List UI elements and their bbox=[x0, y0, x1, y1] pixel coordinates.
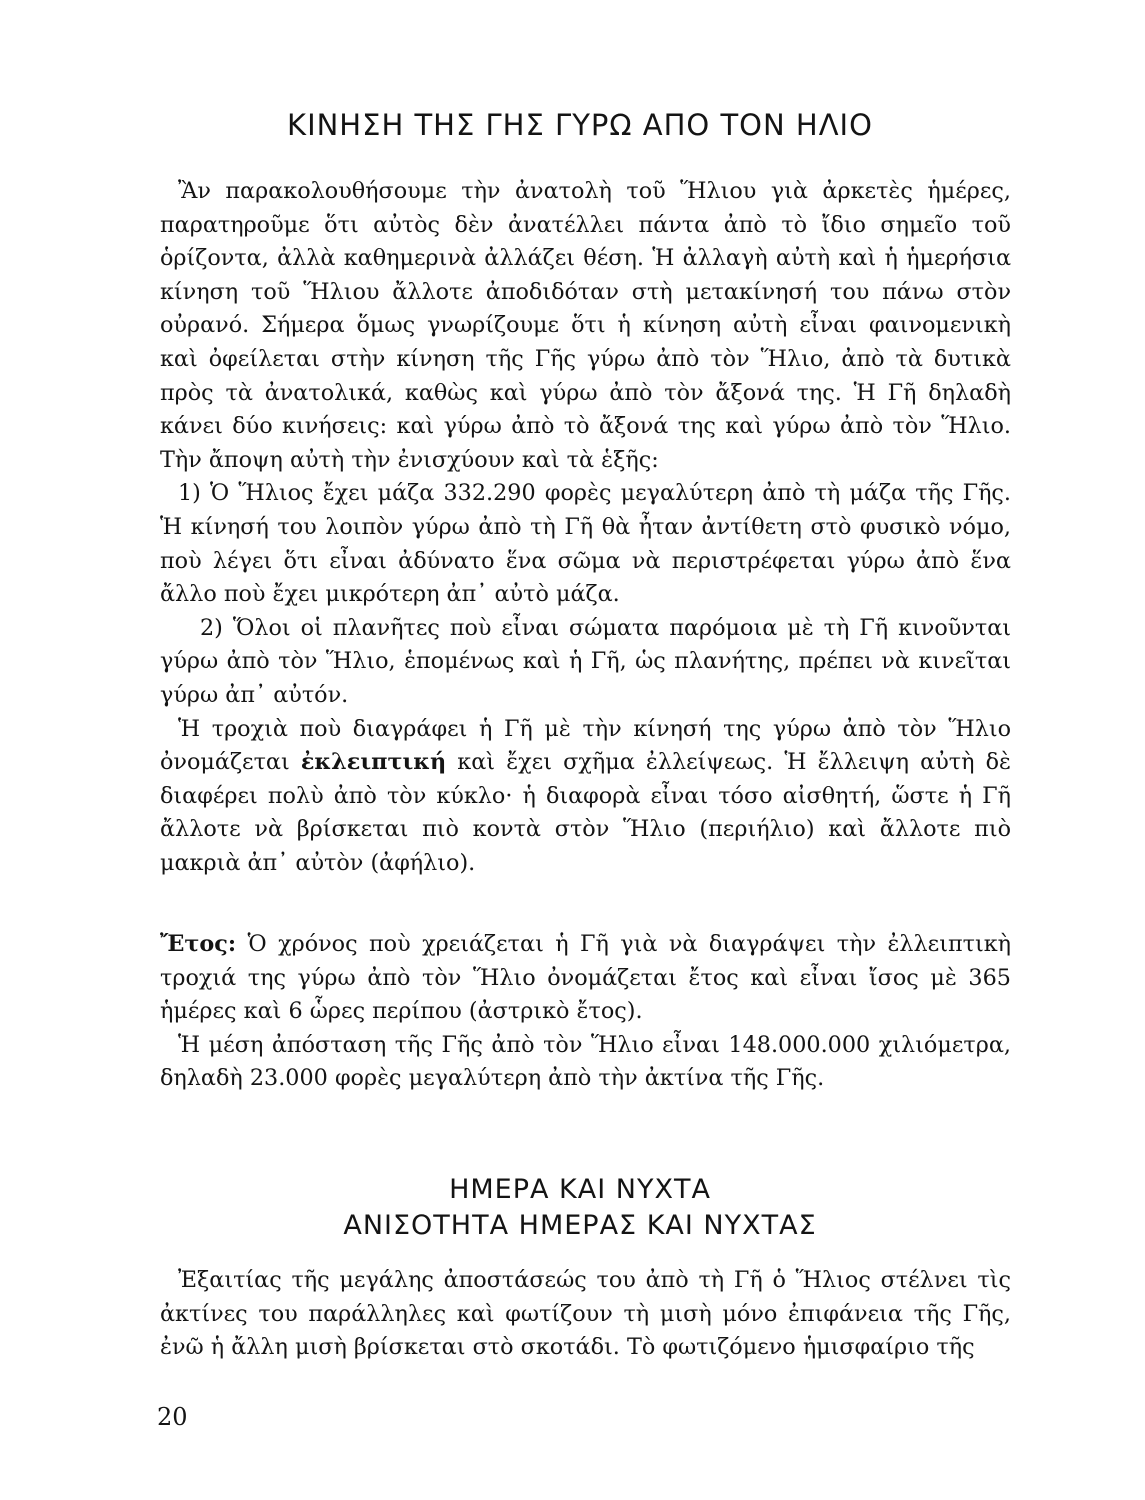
ecliptic-text-b: καὶ ἔχει σχῆμα ἐλλείψεως. Ἡ ἔλλειψη αὐτὴ δὲ διαφέρει πολὺ ἀπὸ τὸν κύκλο· ἡ διαφορὰ εἶναι τόσο αἰσθητή, ὥστε ἡ Γῆ ἄλλοτε νὰ βρίσκεται πιὸ κοντὰ στὸν Ἥλιο (περιήλιο) καὶ ἄλλοτε πιὸ μακριὰ ἀπ᾿ αὐτὸν (ἀφήλιο). bbox=[160, 749, 1011, 876]
section-title-line-1: ΗΜΕΡΑ ΚΑΙ ΝΥΧΤΑ bbox=[449, 1174, 711, 1205]
year-text: Ὁ χρόνος ποὺ χρειάζεται ἡ Γῆ γιὰ νὰ διαγράψει τὴν ἐλλειπτικὴ τροχιά της γύρω ἀπὸ τὸν Ἥλιο ὀνομάζεται ἔτος καὶ εἶναι ἴσος μὲ 365 ἡμέρες καὶ 6 ὧρες περίπου (ἀστρικὸ ἔτος). bbox=[160, 931, 1011, 1025]
paragraph-distance: Ἡ μέση ἀπόσταση τῆς Γῆς ἀπὸ τὸν Ἥλιο εἶναι 148.000.000 χιλιόμετρα, δηλαδὴ 23.000 φορὲς μεγαλύτερη ἀπὸ τὴν ἀκτίνα τῆς Γῆς. bbox=[160, 1031, 1011, 1092]
section-earth-motion-body bbox=[160, 175, 1011, 880]
section-title-earth-motion: ΚΙΝΗΣΗ ΤΗΣ ΓΗΣ ΓΥΡΩ ΑΠΟ ΤΟΝ ΗΛΙΟ bbox=[287, 108, 873, 142]
ecliptic-term: ἐκλειπτική bbox=[300, 749, 447, 776]
paragraph-year bbox=[160, 928, 1011, 1029]
paragraph-point-1: 1) Ὁ Ἥλιος ἔχει μάζα 332.290 φορὲς μεγαλύτερη ἀπὸ τὴ μάζα τῆς Γῆς. Ἡ κίνησή του λοιπὸν γύρω ἀπὸ τὴ Γῆ θὰ ἦταν ἀντίθετη στὸ φυσικὸ νόμο, ποὺ λέγει ὅτι εἶναι ἀδύνατο ἕνα σῶμα νὰ περιστρέφεται γύρω ἀπὸ ἕνα ἄλλο ποὺ ἔχει μικρότερη ἀπ᾿ αὐτὸ μάζα. bbox=[160, 480, 1011, 608]
paragraph-intro: Ἂν παρακολουθήσουμε τὴν ἀνατολὴ τοῦ Ἥλιου γιὰ ἀρκετὲς ἡμέρες, παρατηροῦμε ὅτι αὐτὸς δὲν ἀνατέλλει πάντα ἀπὸ τὸ ἴδιο σημεῖο τοῦ ὁρίζοντα, ἀλλὰ καθημερινὰ ἀλλάζει θέση. Ἡ ἀλλαγὴ αὐτὴ καὶ ἡ ἡμερήσια κίνηση τοῦ Ἥλιου ἄλλοτε ἀποδιδόταν στὴ μετακίνησή του πάνω στὸν οὐρανό. Σήμερα ὅμως γνωρίζουμε ὅτι ἡ κίνηση αὐτὴ εἶναι φαινομενικὴ καὶ ὀφείλεται στὴν κίνηση τῆς Γῆς γύρω ἀπὸ τὸν Ἥλιο, ἀπὸ τὰ δυτικὰ πρὸς τὰ ἀνατολικά, καθὼς καὶ γύρω ἀπὸ τὸν ἄξονά της. Ἡ Γῆ δηλαδὴ κάνει δύο κινήσεις: καὶ γύρω ἀπὸ τὸ ἄξονά της καὶ γύρω ἀπὸ τὸν Ἥλιο. Τὴν ἄποψη αὐτὴ τὴν ἐνισχύουν καὶ τὰ ἑξῆς: bbox=[160, 178, 1011, 473]
ecliptic-text-a: Ἡ τροχιὰ ποὺ διαγράφει ἡ Γῆ μὲ τὴν κίνησή της γύρω ἀπὸ τὸν Ἥλιο ὀνομάζεται bbox=[160, 715, 1011, 776]
paragraph-ecliptic bbox=[160, 713, 1011, 881]
page-number: 20 bbox=[157, 1403, 188, 1431]
year-label: Ἔτος: bbox=[160, 931, 237, 957]
section-title-day-night bbox=[160, 1172, 1000, 1244]
section-day-night-body bbox=[160, 1264, 1011, 1365]
section-title-line-2: ΑΝΙΣΟΤΗΤΑ ΗΜΕΡΑΣ ΚΑΙ ΝΥΧΤΑΣ bbox=[343, 1210, 817, 1241]
paragraph-point-2: 2) Ὅλοι οἱ πλανῆτες ποὺ εἶναι σώματα παρόμοια μὲ τὴ Γῆ κινοῦνται γύρω ἀπὸ τὸν Ἥλιο, ἑπομένως καὶ ἡ Γῆ, ὡς πλανήτης, πρέπει νὰ κινεῖται γύρω ἀπ᾿ αὐτόν. bbox=[160, 614, 1011, 708]
paragraph-day-night: Ἐξαιτίας τῆς μεγάλης ἀποστάσεώς του ἀπὸ τὴ Γῆ ὁ Ἥλιος στέλνει τὶς ἀκτίνες του παράλληλες καὶ φωτίζουν τὴ μισὴ μόνο ἐπιφάνεια τῆς Γῆς, ἐνῶ ἡ ἄλλη μισὴ βρίσκεται στὸ σκοτάδι. Τὸ φωτιζόμενο ἡμισφαίριο τῆς bbox=[160, 1267, 1011, 1361]
year-definition-block bbox=[160, 928, 1011, 1096]
